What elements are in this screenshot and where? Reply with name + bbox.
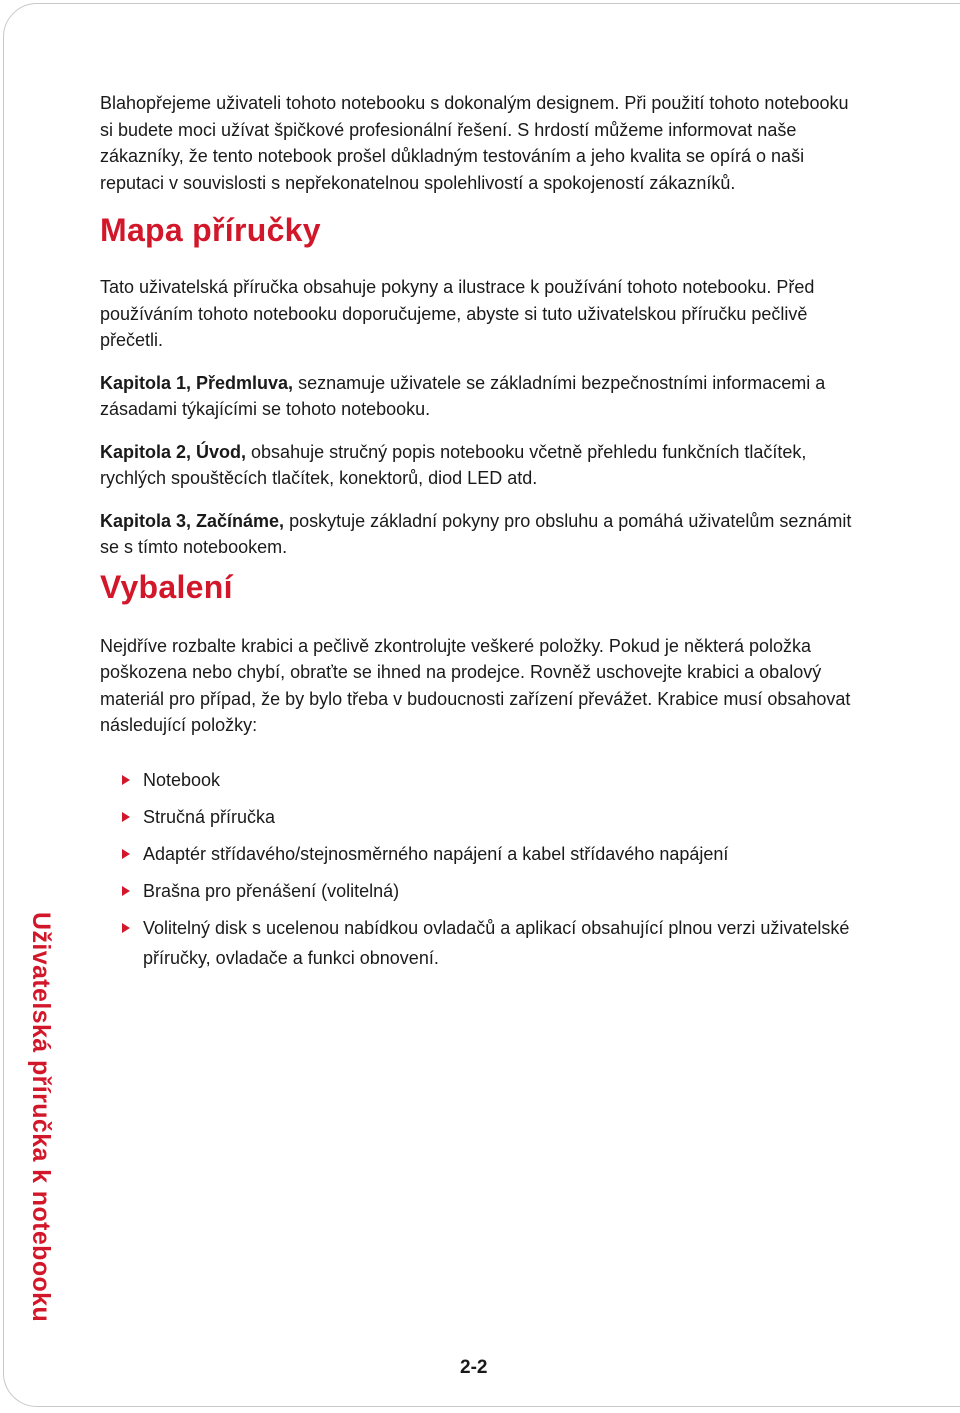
chapter-1-text: seznamuje uživatele se základními bezpečnostními informacemi a zásadami týkajícími se tohoto notebooku. — [100, 372, 826, 419]
list-item — [122, 876, 860, 906]
chapter-1-description — [100, 370, 860, 423]
list-item-text: Adaptér střídavého/stejnosměrného napájení a kabel střídavého napájení — [143, 843, 729, 864]
package-contents-list — [122, 765, 860, 973]
chapter-3-description — [100, 508, 860, 561]
triangle-bullet-icon — [122, 775, 130, 785]
triangle-bullet-icon — [122, 812, 130, 822]
chapter-3-text: poskytuje základní pokyny pro obsluhu a pomáhá uživatelům seznámit se s tímto notebookem. — [100, 510, 852, 557]
section-title-manual-map: Mapa příručky — [100, 212, 321, 248]
list-item-text: Brašna pro přenášení (volitelná) — [143, 880, 400, 901]
list-item-text: Volitelný disk s ucelenou nabídkou ovladačů a aplikací obsahující plnou verzi uživatelské příručky, ovladače a funkci obnovení. — [143, 917, 850, 968]
unpacking-paragraph: Nejdříve rozbalte krabici a pečlivě zkontrolujte veškeré položky. Pokud je některá položka poškozena nebo chybí, obraťte se ihned na prodejce. Rovněž uschovejte krabici a obalový materiál pro případ, že by bylo třeba v budoucnosti zařízení převážet. Krabice musí obsahovat následující položky: — [100, 635, 851, 735]
triangle-bullet-icon — [122, 886, 130, 896]
section-title-unpacking: Vybalení — [100, 568, 233, 605]
chapter-2-label: Kapitola 2, Úvod, — [100, 441, 247, 462]
side-running-title: Uživatelská příručka k notebooku — [27, 912, 55, 1323]
page-number: 2-2 — [460, 1357, 488, 1378]
list-item-text: Stručná příručka — [143, 806, 276, 827]
list-item — [122, 839, 860, 869]
triangle-bullet-icon — [122, 923, 130, 933]
list-item — [122, 913, 860, 973]
chapter-2-text: obsahuje stručný popis notebooku včetně přehledu funkčních tlačítek, rychlých spouštěcích tlačítek, konektorů, diod LED atd. — [100, 441, 807, 488]
list-item-text: Notebook — [143, 769, 221, 790]
chapter-3-label: Kapitola 3, Začínáme, — [100, 510, 285, 531]
list-item — [122, 765, 860, 795]
page-content — [100, 90, 860, 980]
manual-map-paragraph: Tato uživatelská příručka obsahuje pokyny a ilustrace k používání tohoto notebooku. Před používáním tohoto notebooku doporučujeme, abyste si tuto uživatelskou příručku pečlivě přečetli. — [100, 277, 815, 350]
list-item — [122, 802, 860, 832]
chapter-2-description — [100, 439, 860, 492]
chapter-1-label: Kapitola 1, Předmluva, — [100, 372, 294, 393]
intro-paragraph: Blahopřejeme uživateli tohoto notebooku s dokonalým designem. Při použití tohoto notebooku si budete moci užívat špičkové profesionální řešení. S hrdostí můžeme informovat naše zákazníky, že tento notebook prošel důkladným testováním a jeho kvalita se opírá o naši reputaci v souvislosti s nepřekonatelnou spolehlivostí a spokojeností zákazníků. — [100, 93, 849, 193]
triangle-bullet-icon — [122, 849, 130, 859]
